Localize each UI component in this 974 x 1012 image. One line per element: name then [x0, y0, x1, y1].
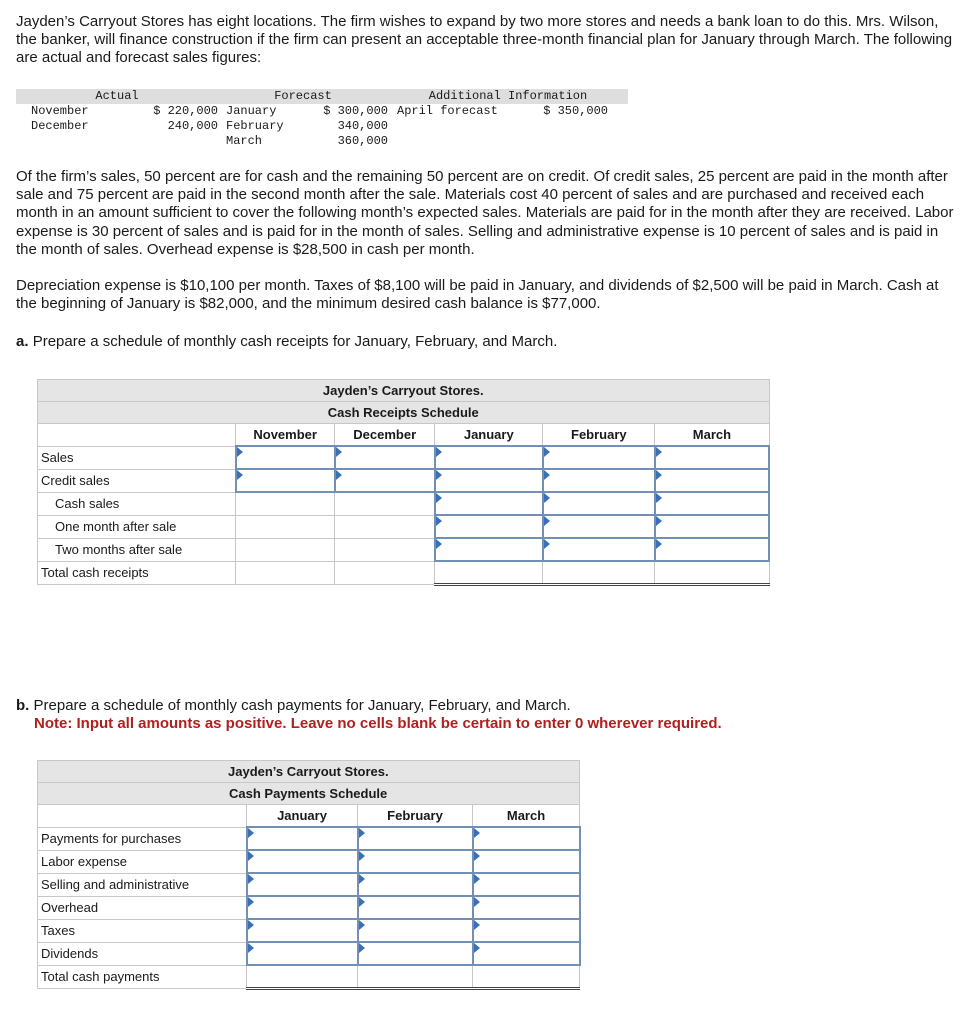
payments-row-dividends	[38, 942, 580, 965]
blank-header-cell	[38, 805, 247, 828]
total-payments-march	[473, 965, 580, 989]
labor-february-input[interactable]	[358, 850, 473, 873]
receipts-subtitle: Cash Receipts Schedule	[38, 402, 770, 424]
sales-february-input[interactable]	[543, 446, 655, 469]
forecast-value: $ 300,000	[323, 104, 388, 118]
part-b-instruction	[16, 697, 961, 733]
forecast-header: Forecast	[218, 89, 388, 104]
two-months-february-input[interactable]	[543, 538, 655, 561]
empty-cell	[335, 515, 435, 538]
facts-row	[16, 134, 628, 149]
forecast-value: 340,000	[337, 119, 388, 133]
payments-row-labor	[38, 850, 580, 873]
forecast-month: January	[226, 104, 277, 118]
row-label-labor-expense: Labor expense	[38, 850, 247, 873]
cash-receipts-schedule	[37, 379, 770, 586]
cash-payments-schedule	[37, 760, 581, 990]
forecast-value: 360,000	[337, 134, 388, 148]
sales-figures-table	[16, 89, 628, 149]
receipts-row-cash-sales	[38, 492, 770, 515]
total-receipts-january	[435, 561, 543, 585]
total-payments-february	[358, 965, 473, 989]
cash-sales-february-input[interactable]	[543, 492, 655, 515]
row-label-payments-for-purchases: Payments for purchases	[38, 827, 247, 850]
payments-row-taxes	[38, 919, 580, 942]
overhead-february-input[interactable]	[358, 896, 473, 919]
actual-header: Actual	[16, 89, 218, 104]
purchases-january-input[interactable]	[247, 827, 358, 850]
col-march: March	[655, 424, 769, 447]
forecast-month: February	[226, 119, 284, 133]
empty-cell	[236, 538, 335, 561]
row-label-taxes: Taxes	[38, 919, 247, 942]
row-label-two-months-after: Two months after sale	[38, 538, 236, 561]
col-january: January	[435, 424, 543, 447]
part-a-instruction	[16, 333, 961, 351]
forecast-month: March	[226, 134, 263, 148]
row-label-one-month-after: One month after sale	[38, 515, 236, 538]
receipts-row-two-months-after	[38, 538, 770, 561]
receipts-column-header-row	[38, 424, 770, 447]
actual-value: $ 220,000	[153, 104, 218, 118]
selling-admin-march-input[interactable]	[473, 873, 580, 896]
actual-month: December	[31, 119, 89, 133]
sales-january-input[interactable]	[435, 446, 543, 469]
selling-admin-february-input[interactable]	[358, 873, 473, 896]
labor-january-input[interactable]	[247, 850, 358, 873]
taxes-january-input[interactable]	[247, 919, 358, 942]
payments-title: Jayden’s Carryout Stores.	[38, 761, 580, 783]
assumptions-paragraph: Of the firm’s sales, 50 percent are for cash and the remaining 50 percent are on credit. Of credit sales, 25 percent are paid in the month after sale and 75 percent are paid in the second month after the sale. Materials cost 40 percent of sales and are purchased and received each month in an amount sufficient to cover the following month’s expected sales. Materials are paid for in the month after they are received. Labor expense is 30 percent of sales and is paid for in the month of sales. Selling and administrative expense is 10 percent of sales and is paid in the month of sales. Overhead expense is $28,500 in cash per month.	[16, 168, 954, 258]
credit-sales-march-input[interactable]	[655, 469, 769, 492]
row-label-cash-sales: Cash sales	[38, 492, 236, 515]
part-b-letter: b.	[16, 697, 30, 714]
facts-row	[16, 104, 628, 119]
row-label-sales: Sales	[38, 446, 236, 469]
facts-row	[16, 119, 628, 134]
credit-sales-january-input[interactable]	[435, 469, 543, 492]
payments-subtitle: Cash Payments Schedule	[38, 783, 580, 805]
dividends-january-input[interactable]	[247, 942, 358, 965]
sales-november-input[interactable]	[236, 446, 335, 469]
taxes-february-input[interactable]	[358, 919, 473, 942]
additional-info-header: Additional Information	[388, 89, 628, 104]
one-month-march-input[interactable]	[655, 515, 769, 538]
cash-sales-march-input[interactable]	[655, 492, 769, 515]
empty-cell	[335, 538, 435, 561]
dividends-february-input[interactable]	[358, 942, 473, 965]
total-payments-january	[247, 965, 358, 989]
receipts-row-one-month-after	[38, 515, 770, 538]
one-month-january-input[interactable]	[435, 515, 543, 538]
blank-header-cell	[38, 424, 236, 447]
additional-label	[388, 134, 508, 149]
additional-value	[508, 134, 628, 149]
empty-cell	[236, 515, 335, 538]
receipts-row-credit-sales	[38, 469, 770, 492]
overhead-january-input[interactable]	[247, 896, 358, 919]
sales-march-input[interactable]	[655, 446, 769, 469]
actual-month	[16, 134, 146, 149]
dividends-march-input[interactable]	[473, 942, 580, 965]
part-a-letter: a.	[16, 333, 29, 350]
actual-month: November	[31, 104, 89, 118]
payments-row-total	[38, 965, 580, 989]
part-b-text: Prepare a schedule of monthly cash payments for January, February, and March.	[33, 697, 571, 714]
col-february: February	[543, 424, 655, 447]
col-december: December	[335, 424, 435, 447]
additional-label	[388, 119, 508, 134]
empty-cell	[236, 561, 335, 585]
payments-row-overhead	[38, 896, 580, 919]
intro-paragraph: Jayden’s Carryout Stores has eight locations. The firm wishes to expand by two more stores and needs a bank loan to do this. Mrs. Wilson, the banker, will finance construction if the firm can present an acceptable three-month financial plan for January through March. The following are actual and forecast sales figures:	[16, 13, 953, 67]
part-a-text: Prepare a schedule of monthly cash receipts for January, February, and March.	[32, 333, 558, 350]
actual-value: 240,000	[167, 119, 218, 133]
additional-value	[508, 119, 628, 134]
part-b-note: Note: Input all amounts as positive. Leave no cells blank be certain to enter 0 wherever required.	[34, 715, 722, 733]
facts-header-row	[16, 89, 628, 104]
labor-march-input[interactable]	[473, 850, 580, 873]
two-months-january-input[interactable]	[435, 538, 543, 561]
cash-sales-january-input[interactable]	[435, 492, 543, 515]
sales-december-input[interactable]	[335, 446, 435, 469]
row-label-total-cash-receipts: Total cash receipts	[38, 561, 236, 585]
payments-column-header-row	[38, 805, 580, 828]
credit-sales-february-input[interactable]	[543, 469, 655, 492]
col-march: March	[473, 805, 580, 828]
overhead-march-input[interactable]	[473, 896, 580, 919]
additional-value: $ 350,000	[543, 104, 608, 118]
total-receipts-march	[655, 561, 769, 585]
row-label-selling-and-administrative: Selling and administrative	[38, 873, 247, 896]
receipts-row-sales	[38, 446, 770, 469]
col-february: February	[358, 805, 473, 828]
empty-cell	[236, 492, 335, 515]
actual-value	[146, 134, 218, 149]
credit-sales-december-input[interactable]	[335, 469, 435, 492]
receipts-title: Jayden’s Carryout Stores.	[38, 380, 770, 402]
receipts-row-total	[38, 561, 770, 585]
additional-label: April forecast	[397, 104, 498, 118]
empty-cell	[335, 561, 435, 585]
expenses-paragraph: Depreciation expense is $10,100 per month. Taxes of $8,100 will be paid in January, and dividends of $2,500 will be paid in March. Cash at the beginning of January is $82,000, and the minimum desired cash balance is $77,000.	[16, 277, 939, 313]
payments-row-selling-admin	[38, 873, 580, 896]
two-months-march-input[interactable]	[655, 538, 769, 561]
purchases-march-input[interactable]	[473, 827, 580, 850]
row-label-overhead: Overhead	[38, 896, 247, 919]
purchases-february-input[interactable]	[358, 827, 473, 850]
row-label-credit-sales: Credit sales	[38, 469, 236, 492]
row-label-total-cash-payments: Total cash payments	[38, 965, 247, 989]
col-january: January	[247, 805, 358, 828]
payments-row-purchases	[38, 827, 580, 850]
total-receipts-february	[543, 561, 655, 585]
col-november: November	[236, 424, 335, 447]
credit-sales-november-input[interactable]	[236, 469, 335, 492]
empty-cell	[335, 492, 435, 515]
selling-admin-january-input[interactable]	[247, 873, 358, 896]
one-month-february-input[interactable]	[543, 515, 655, 538]
taxes-march-input[interactable]	[473, 919, 580, 942]
row-label-dividends: Dividends	[38, 942, 247, 965]
